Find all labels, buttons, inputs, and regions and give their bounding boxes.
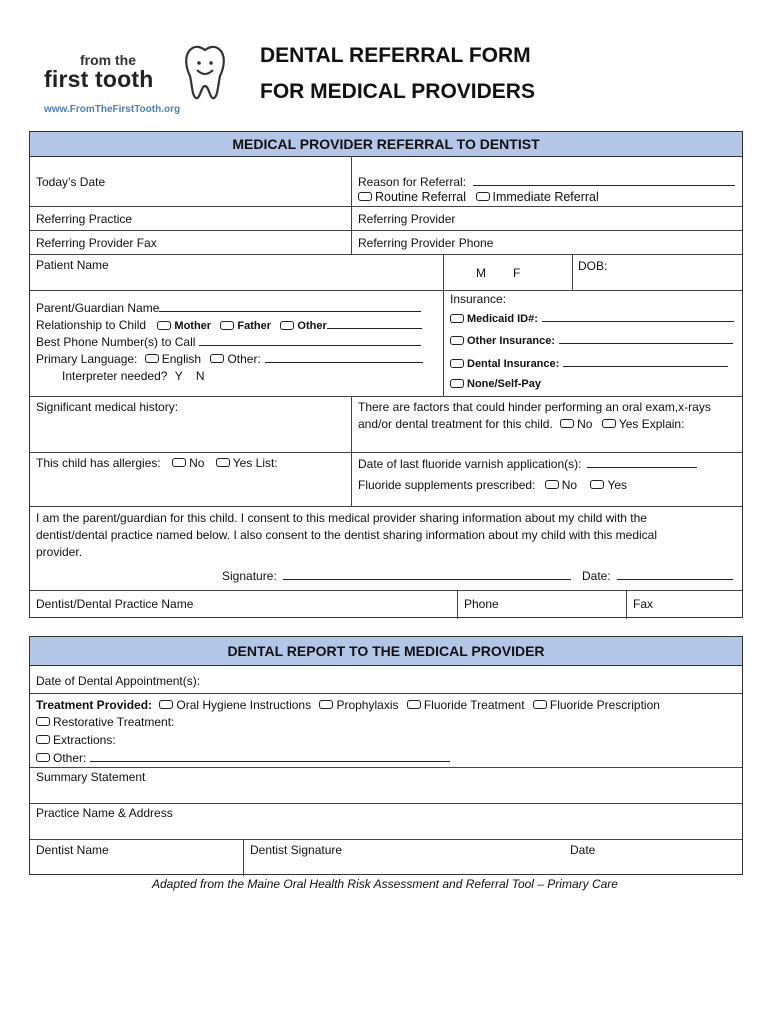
interpreter-yes-option[interactable]: Y <box>174 369 183 383</box>
checkbox-icon <box>450 359 464 368</box>
dental-insurance-field[interactable]: Dental Insurance: <box>450 354 728 372</box>
reason-for-referral-label: Reason for Referral: <box>358 175 467 189</box>
routine-referral-checkbox[interactable] <box>358 190 466 204</box>
checkbox-icon <box>36 735 50 744</box>
referring-practice-label: Referring Practice <box>36 212 133 226</box>
significant-history-label: Significant medical history: <box>36 400 179 414</box>
consent-line2: dentist/dental practice named below. I also consent to the dentist sharing information about my child with this medical <box>36 528 658 542</box>
none-self-pay-checkbox[interactable]: None/Self-Pay <box>450 376 541 392</box>
allergies-yes-checkbox[interactable]: Yes List: <box>216 456 278 470</box>
referral-type-options <box>358 189 599 205</box>
relationship-row <box>36 316 422 334</box>
form-title-line2: FOR MEDICAL PROVIDERS <box>260 80 535 103</box>
other-treatment-field[interactable]: Other: <box>36 749 450 766</box>
checkbox-icon <box>450 314 464 323</box>
extractions-checkbox[interactable]: Extractions: <box>36 732 116 748</box>
checkbox-icon <box>172 458 186 467</box>
allergies-label: This child has allergies: <box>36 456 161 470</box>
sex-f-option[interactable]: F <box>513 266 521 280</box>
checkbox-icon <box>319 700 333 709</box>
medicaid-field[interactable]: Medicaid ID#: <box>450 309 734 327</box>
checkbox-icon <box>145 354 159 363</box>
factors-line1: There are factors that could hinder performing an oral exam,x-rays <box>358 400 711 414</box>
referring-provider-label: Referring Provider <box>358 212 456 226</box>
factors-yes-checkbox[interactable]: Yes Explain: <box>602 417 685 431</box>
practice-name-address-label: Practice Name & Address <box>36 806 173 820</box>
logo-line2: first tooth <box>44 66 154 92</box>
patient-name-label: Patient Name <box>36 258 109 272</box>
allergies-no-checkbox[interactable]: No <box>172 456 204 470</box>
checkbox-icon <box>36 717 50 726</box>
checkbox-icon <box>280 321 294 330</box>
insurance-label: Insurance: <box>450 292 507 306</box>
fluoride-supplements-row <box>358 477 627 493</box>
mother-checkbox[interactable]: Mother <box>157 320 211 332</box>
fluoride-no-checkbox[interactable]: No <box>545 478 577 492</box>
consent-line3: provider. <box>36 545 83 559</box>
immediate-referral-checkbox[interactable] <box>476 190 599 204</box>
interpreter-row <box>62 368 205 384</box>
other-insurance-field[interactable]: Other Insurance: <box>450 331 733 349</box>
english-checkbox[interactable]: English <box>145 352 201 366</box>
interpreter-label: Interpreter needed? <box>62 369 168 383</box>
primary-language-label: Primary Language: <box>36 352 138 366</box>
father-checkbox[interactable]: Father <box>220 320 271 332</box>
checkbox-icon <box>358 192 372 201</box>
dob-label: DOB: <box>578 259 608 273</box>
fax-label: Fax <box>633 597 654 611</box>
fluoride-supplements-label: Fluoride supplements prescribed: <box>358 478 536 492</box>
immediate-referral-label: Immediate Referral <box>492 190 599 204</box>
other-language-checkbox[interactable]: Other: <box>210 352 260 366</box>
other-relationship-checkbox[interactable]: Other <box>280 320 326 332</box>
prophylaxis-checkbox[interactable]: Prophylaxis <box>319 698 398 712</box>
treatment-provided-label: Treatment Provided: <box>36 698 153 712</box>
logo-line1: from the <box>80 52 136 68</box>
signature-field[interactable] <box>222 567 571 584</box>
routine-referral-label: Routine Referral <box>375 190 467 204</box>
fluoride-prescription-checkbox[interactable]: Fluoride Prescription <box>533 698 660 712</box>
dental-report-section <box>29 636 743 875</box>
summary-statement-label: Summary Statement <box>36 770 146 784</box>
signature-label: Signature: <box>222 569 277 583</box>
allergies-row <box>36 455 278 471</box>
fluoride-treatment-checkbox[interactable]: Fluoride Treatment <box>407 698 525 712</box>
checkbox-icon <box>533 700 547 709</box>
tooth-icon <box>182 44 228 100</box>
best-phone-label: Best Phone Number(s) to Call <box>36 335 196 349</box>
referring-provider-phone-label: Referring Provider Phone <box>358 236 494 250</box>
checkbox-icon <box>450 379 464 388</box>
relationship-label: Relationship to Child <box>36 318 147 332</box>
factors-line2: and/or dental treatment for this child. <box>358 417 553 431</box>
consent-date-label: Date: <box>582 569 611 583</box>
fluoride-varnish-field[interactable] <box>358 455 697 472</box>
factors-no-checkbox[interactable]: No <box>560 417 592 431</box>
checkbox-icon <box>545 480 559 489</box>
phone-label: Phone <box>464 597 499 611</box>
sex-m-option[interactable]: M <box>476 266 486 280</box>
appointment-date-label: Date of Dental Appointment(s): <box>36 674 201 688</box>
dental-report-header: DENTAL REPORT TO THE MEDICAL PROVIDER <box>30 637 742 666</box>
checkbox-icon <box>560 419 574 428</box>
checkbox-icon <box>210 354 224 363</box>
footer-note: Adapted from the Maine Oral Health Risk Assessment and Referral Tool – Primary Care <box>152 877 618 891</box>
checkbox-icon <box>157 321 171 330</box>
form-title-line1: DENTAL REFERRAL FORM <box>260 44 531 67</box>
referring-provider-fax-label: Referring Provider Fax <box>36 236 157 250</box>
checkbox-icon <box>216 458 230 467</box>
logo-url: www.FromTheFirstTooth.org <box>44 104 181 115</box>
checkbox-icon <box>476 192 490 201</box>
primary-language-row <box>36 350 423 367</box>
oral-hygiene-checkbox[interactable]: Oral Hygiene Instructions <box>159 698 311 712</box>
checkbox-icon <box>159 700 173 709</box>
checkbox-icon <box>450 336 464 345</box>
referral-section <box>29 131 743 618</box>
dentist-signature-label: Dentist Signature <box>250 843 343 857</box>
fluoride-varnish-label: Date of last fluoride varnish application(s): <box>358 457 582 471</box>
consent-date-field[interactable] <box>582 567 733 584</box>
treatment-row <box>36 697 660 713</box>
dentist-practice-name-label: Dentist/Dental Practice Name <box>36 597 194 611</box>
todays-date-label: Today’s Date <box>36 175 106 189</box>
parent-guardian-label: Parent/Guardian Name <box>36 301 160 315</box>
restorative-checkbox[interactable]: Restorative Treatment: <box>36 714 174 730</box>
reason-for-referral-field[interactable] <box>358 173 735 190</box>
checkbox-icon <box>36 753 50 762</box>
checkbox-icon <box>602 419 616 428</box>
factors-row <box>358 416 684 432</box>
logo <box>42 44 242 120</box>
referral-section-header: MEDICAL PROVIDER REFERRAL TO DENTIST <box>30 132 742 157</box>
form-title <box>260 38 535 110</box>
checkbox-icon <box>407 700 421 709</box>
interpreter-no-option[interactable]: N <box>195 369 205 383</box>
consent-line1: I am the parent/guardian for this child. I consent to this medical provider sharing information about my child with the <box>36 511 647 525</box>
best-phone-field[interactable] <box>36 333 421 350</box>
parent-guardian-field[interactable] <box>36 299 421 316</box>
dental-report-date-label: Date <box>570 843 596 857</box>
checkbox-icon <box>220 321 234 330</box>
checkbox-icon <box>590 480 604 489</box>
dentist-name-label: Dentist Name <box>36 843 109 857</box>
fluoride-yes-checkbox[interactable]: Yes <box>590 478 627 492</box>
